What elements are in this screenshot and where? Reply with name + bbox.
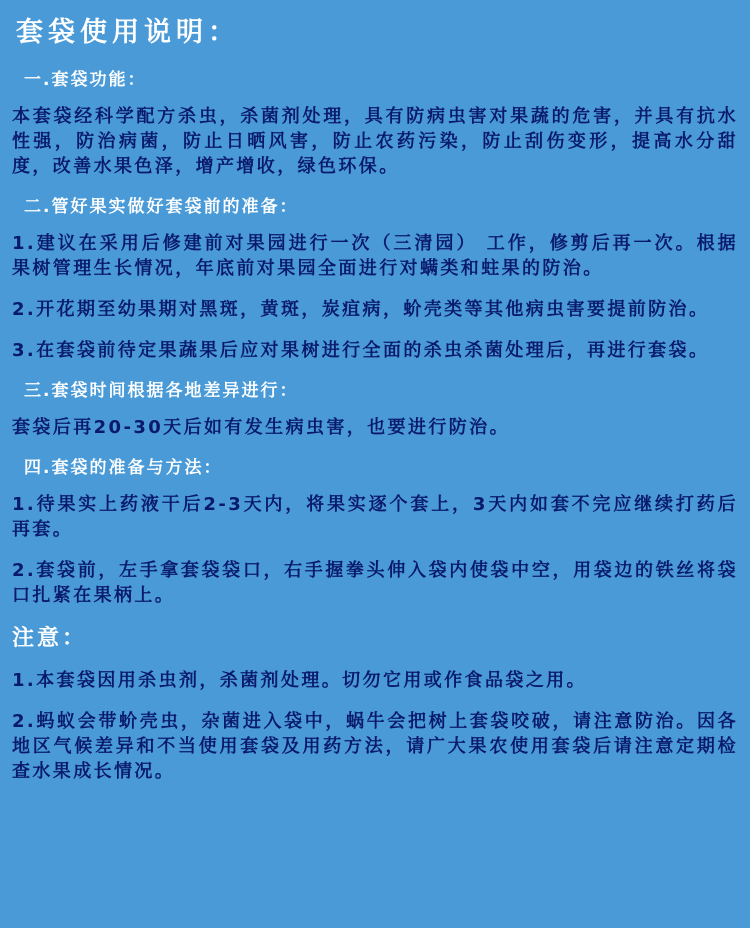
method-paragraph-1: 1.待果实上药液干后2-3天内，将果实逐个套上，3天内如套不完应继续打药后再套。 bbox=[12, 494, 738, 540]
notice-paragraph-1: 1.本套袋因用杀虫剂，杀菌剂处理。切勿它用或作食品袋之用。 bbox=[12, 670, 587, 691]
function-paragraph: 本套袋经科学配方杀虫，杀菌剂处理，具有防病虫害对果蔬的危害，并具有抗水性强，防治病菌，防止日晒风害，防止农药污染，防止刮伤变形，提高水分甜度，改善水果色泽，增产增收，绿色环保。 bbox=[12, 106, 738, 177]
timing-paragraph: 套袋后再20-30天后如有发生病虫害，也要进行防治。 bbox=[12, 417, 510, 438]
method-paragraph-2: 2.套袋前，左手拿套袋袋口，右手握拳头伸入袋内使袋中空，用袋边的铁丝将袋口扎紧在果柄上。 bbox=[12, 560, 738, 606]
section-heading-method: 四.套袋的准备与方法： bbox=[24, 458, 223, 478]
notice-title: 注意： bbox=[12, 626, 88, 651]
preparation-paragraph-3: 3.在套袋前待定果蔬果后应对果树进行全面的杀虫杀菌处理后，再进行套袋。 bbox=[12, 340, 710, 361]
notice-paragraph-2: 2.蚂蚁会带蚧壳虫，杂菌进入袋中，蜗牛会把树上套袋咬破，请注意防治。因各地区气候差异和不当使用套袋及用药方法，请广大果农使用套袋后请注意定期检查水果成长情况。 bbox=[12, 711, 738, 782]
page-title: 套袋使用说明： bbox=[16, 17, 240, 48]
section-heading-preparation: 二.管好果实做好套袋前的准备： bbox=[24, 197, 299, 217]
preparation-paragraph-2: 2.开花期至幼果期对黑斑，黄斑，炭疽病，蚧壳类等其他病虫害要提前防治。 bbox=[12, 299, 710, 320]
preparation-paragraph-1: 1.建议在采用后修建前对果园进行一次（三清园） 工作，修剪后再一次。根据果树管理生长情况，年底前对果园全面进行对螨类和蛀果的防治。 bbox=[12, 233, 738, 279]
section-heading-timing: 三.套袋时间根据各地差异进行： bbox=[24, 381, 299, 401]
section-heading-function: 一.套袋功能： bbox=[24, 70, 147, 90]
